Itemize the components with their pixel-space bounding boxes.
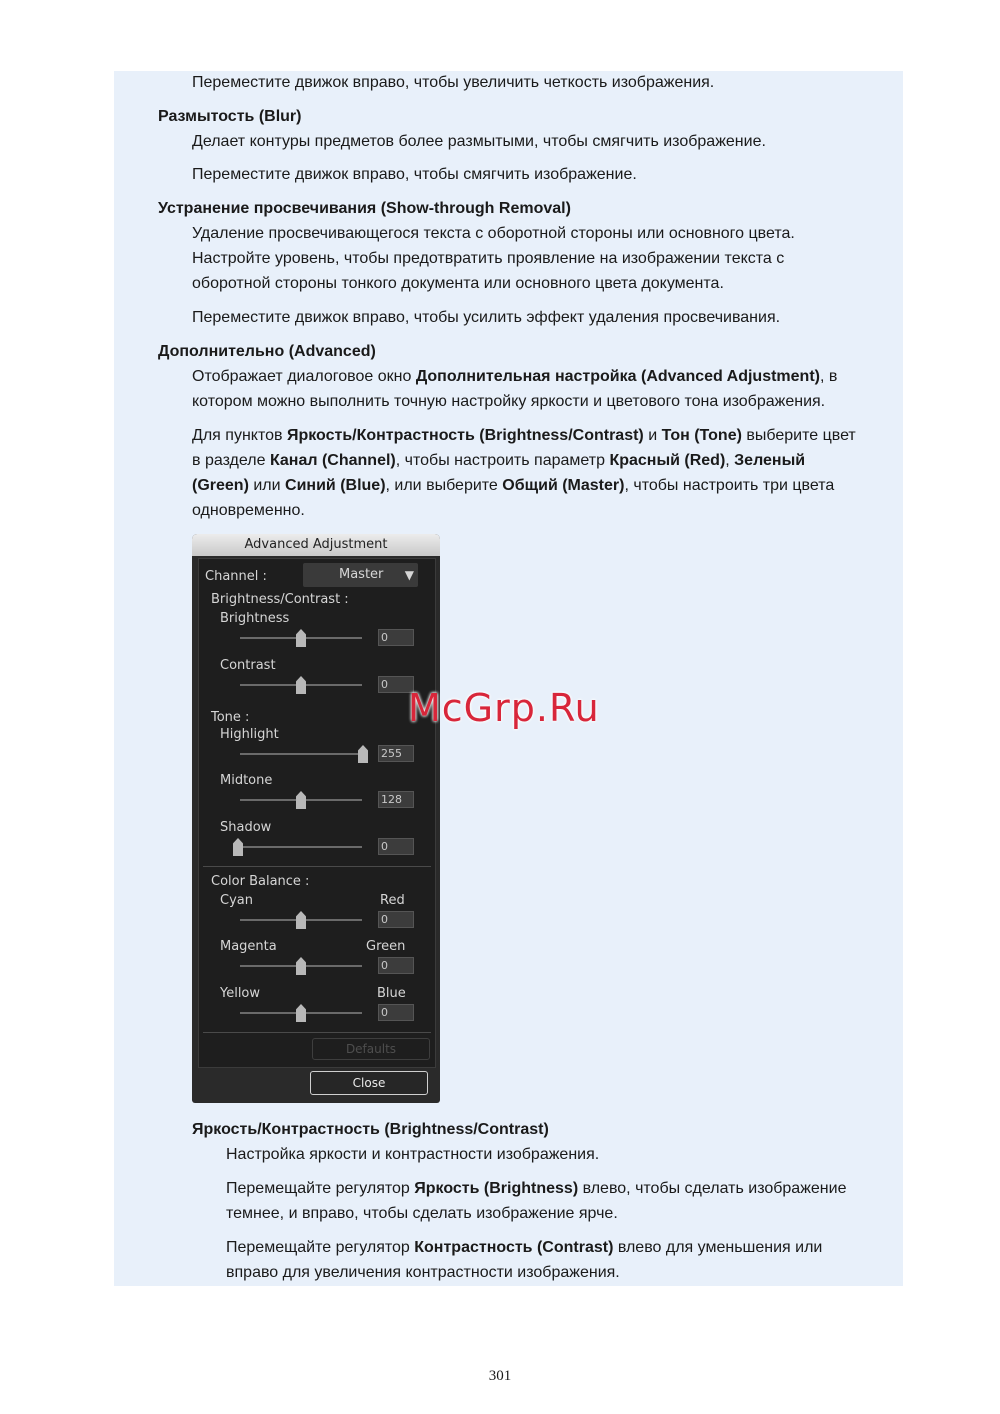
magenta-label: Magenta [220, 939, 277, 954]
midtone-slider-thumb[interactable] [296, 791, 306, 809]
magenta-green-value-field[interactable]: 0 [378, 957, 414, 974]
paragraph [192, 426, 856, 446]
yellow-label: Yellow [220, 986, 261, 1001]
brightness-contrast-section: Brightness/Contrast : [211, 592, 349, 607]
text-bold: Дополнительная настройка (Advanced Adjustment) [415, 368, 820, 385]
green-label: Green [366, 939, 406, 954]
contrast-label: Contrast [220, 658, 276, 673]
color-balance-section: Color Balance : [211, 874, 310, 889]
channel-value: Master [339, 567, 384, 582]
shadow-slider-thumb[interactable] [233, 838, 243, 856]
text: в разделе [192, 452, 270, 469]
tone-section: Tone : [211, 710, 250, 725]
highlight-label: Highlight [220, 727, 279, 742]
defaults-button[interactable]: Defaults [312, 1038, 430, 1060]
text: , или выберите [385, 477, 503, 494]
divider [203, 1032, 431, 1033]
dialog-body [198, 558, 436, 1068]
paragraph [192, 476, 834, 496]
yellow-blue-slider-thumb[interactable] [296, 1004, 306, 1022]
brightness-label: Brightness [220, 611, 290, 626]
shadow-slider-track[interactable] [240, 846, 362, 848]
text-bold: Канал (Channel) [269, 452, 396, 469]
channel-select[interactable] [303, 563, 418, 587]
paragraph: оборотной стороны тонкого документа или основного цвета документа. [192, 275, 724, 292]
paragraph: одновременно. [192, 502, 305, 519]
text: влево для уменьшения или [613, 1239, 823, 1256]
text: влево, чтобы сделать изображение [578, 1180, 847, 1197]
paragraph [226, 1179, 846, 1199]
text-bold: Яркость/Контрастность (Brightness/Contrast) [286, 427, 644, 444]
text: Отображает диалоговое окно [192, 368, 416, 385]
section-heading-advanced: Дополнительно (Advanced) [158, 343, 376, 360]
chevron-down-icon: ▼ [404, 568, 414, 582]
paragraph: Переместите движок вправо, чтобы усилить эффект удаления просвечивания. [192, 309, 781, 326]
paragraph: Настройка яркости и контрастности изображения. [226, 1146, 600, 1163]
text-bold: Зеленый [734, 452, 806, 469]
text: Перемещайте регулятор [226, 1239, 415, 1256]
paragraph: котором можно выполнить точную настройку яркости и цветового тона изображения. [192, 393, 826, 410]
paragraph [192, 451, 805, 471]
cyan-red-value-field[interactable]: 0 [378, 911, 414, 928]
magenta-green-slider-thumb[interactable] [296, 957, 306, 975]
page-number: 301 [488, 1368, 512, 1384]
text-bold: Контрастность (Contrast) [414, 1239, 614, 1256]
paragraph: Переместите движок вправо, чтобы смягчить изображение. [192, 166, 637, 183]
cyan-label: Cyan [220, 893, 253, 908]
channel-label: Channel : [205, 569, 267, 584]
cyan-red-slider-thumb[interactable] [296, 911, 306, 929]
text-bold: Тон (Tone) [661, 427, 742, 444]
text: , в [819, 368, 838, 385]
paragraph [226, 1238, 822, 1258]
text: , [725, 452, 735, 469]
shadow-label: Shadow [220, 820, 272, 835]
text: и [643, 427, 662, 444]
paragraph [192, 367, 837, 387]
midtone-value-field[interactable]: 128 [378, 791, 414, 808]
section-heading-show-through: Устранение просвечивания (Show-through Removal) [158, 200, 571, 217]
subsection-heading-brightness-contrast: Яркость/Контрастность (Brightness/Contrast) [192, 1121, 549, 1138]
contrast-slider-thumb[interactable] [296, 676, 306, 694]
highlight-value-field[interactable]: 255 [378, 745, 414, 762]
paragraph: Настройте уровень, чтобы предотвратить проявление на изображении текста с [192, 250, 785, 267]
paragraph: вправо для увеличения контрастности изображения. [226, 1264, 620, 1281]
paragraph: темнее, и вправо, чтобы сделать изображение ярче. [226, 1205, 618, 1222]
text: выберите цвет [741, 427, 856, 444]
text: или [248, 477, 286, 494]
text-bold: Синий (Blue) [285, 477, 386, 494]
dialog-title: Advanced Adjustment [192, 534, 440, 556]
text-bold: Яркость (Brightness) [414, 1180, 579, 1197]
paragraph: Делает контуры предметов более размытыми, чтобы смягчить изображение. [192, 133, 766, 150]
text-bold: Общий (Master) [502, 477, 625, 494]
text: Перемещайте регулятор [226, 1180, 415, 1197]
highlight-slider-track[interactable] [240, 753, 362, 755]
brightness-slider-thumb[interactable] [296, 629, 306, 647]
paragraph: Удаление просвечивающегося текста с оборотной стороны или основного цвета. [192, 225, 795, 242]
paragraph: Переместите движок вправо, чтобы увеличить четкость изображения. [192, 74, 715, 91]
advanced-adjustment-dialog [192, 534, 440, 1103]
highlight-slider-thumb[interactable] [358, 745, 368, 763]
text: Для пунктов [192, 427, 287, 444]
brightness-value-field[interactable]: 0 [378, 629, 414, 646]
section-heading-blur: Размытость (Blur) [158, 108, 302, 125]
red-label: Red [380, 893, 405, 908]
text: , чтобы настроить параметр [395, 452, 610, 469]
watermark: McGrp.Ru [408, 686, 600, 730]
midtone-label: Midtone [220, 773, 273, 788]
contrast-value-field[interactable]: 0 [378, 676, 414, 693]
shadow-value-field[interactable]: 0 [378, 838, 414, 855]
text-bold: Красный (Red) [609, 452, 726, 469]
divider [203, 866, 431, 867]
close-button[interactable]: Close [310, 1071, 428, 1095]
text-bold: (Green) [192, 477, 249, 494]
yellow-blue-value-field[interactable]: 0 [378, 1004, 414, 1021]
text: , чтобы настроить три цвета [624, 477, 835, 494]
blue-label: Blue [377, 986, 406, 1001]
